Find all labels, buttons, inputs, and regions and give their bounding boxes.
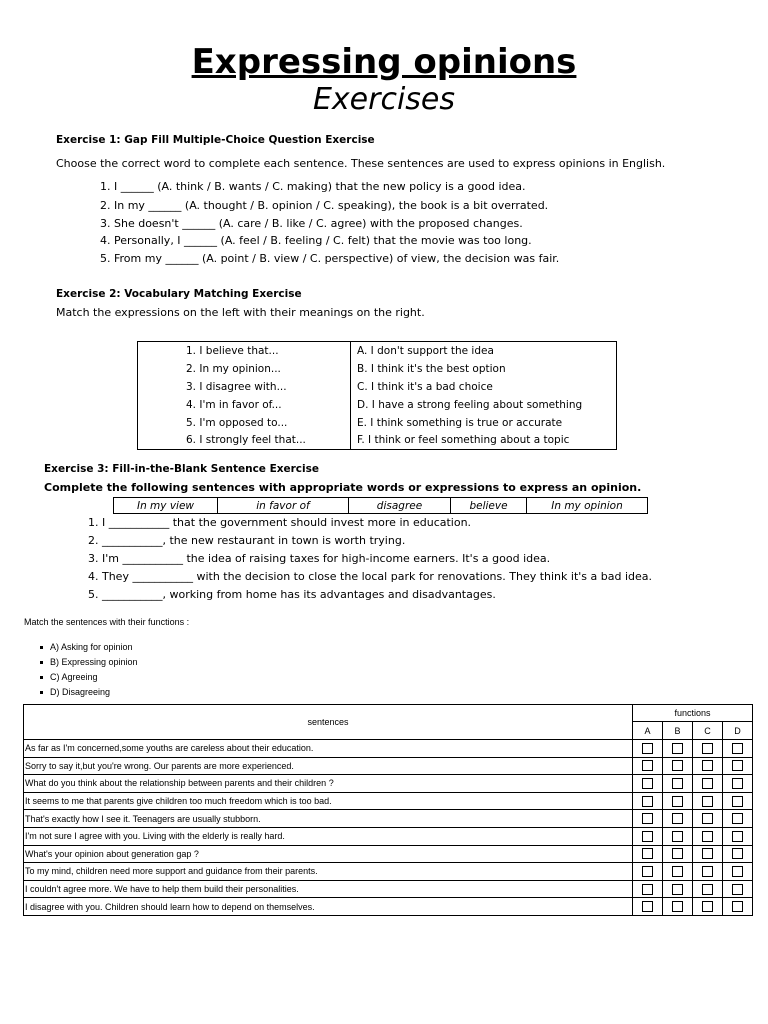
sentence-cell: I disagree with you. Children should learn how to depend on themselves.: [24, 898, 633, 916]
exercise1-question: 3. She doesn't ______ (A. care / B. like / C. agree) with the proposed changes.: [100, 217, 523, 230]
function-item: D) Disagreeing: [40, 685, 138, 700]
checkbox-b[interactable]: [672, 884, 683, 895]
checkbox-b[interactable]: [672, 796, 683, 807]
checkbox-c[interactable]: [702, 884, 713, 895]
exercise3-sentence: 2. ___________, the new restaurant in town is worth trying.: [88, 534, 406, 547]
checkbox-a[interactable]: [642, 901, 653, 912]
column-header: C: [693, 722, 723, 740]
functions-header: functions: [633, 705, 753, 722]
exercise3-sentence: 3. I'm ___________ the idea of raising taxes for high-income earners. It's a good idea.: [88, 552, 551, 565]
word-bank: [113, 497, 648, 514]
meaning-cell: D. I have a strong feeling about something: [351, 396, 617, 414]
function-item: A) Asking for opinion: [40, 640, 138, 655]
checkbox-d[interactable]: [732, 796, 743, 807]
sentences-header: sentences: [24, 705, 633, 740]
expression-cell: 1. I believe that...: [138, 342, 351, 360]
exercise3-sentence: 1. I ___________ that the government should invest more in education.: [88, 516, 472, 529]
checkbox-a[interactable]: [642, 831, 653, 842]
matching-title: Match the sentences with their functions :: [24, 617, 190, 627]
checkbox-a[interactable]: [642, 884, 653, 895]
checkbox-c[interactable]: [702, 813, 713, 824]
checkbox-b[interactable]: [672, 831, 683, 842]
table-row: [24, 863, 753, 881]
exercise1-question: 5. From my ______ (A. point / B. view / C. perspective) of view, the decision was fair.: [100, 252, 560, 265]
meaning-cell: A. I don't support the idea: [351, 342, 617, 360]
checkbox-a[interactable]: [642, 743, 653, 754]
expression-cell: 5. I'm opposed to...: [138, 414, 351, 432]
checkbox-a[interactable]: [642, 866, 653, 877]
exercise1-question: 4. Personally, I ______ (A. feel / B. feeling / C. felt) that the movie was too long.: [100, 234, 532, 247]
exercise3-sentence: 4. They ___________ with the decision to close the local park for renovations. They think it's a bad idea.: [88, 570, 652, 583]
expression-cell: 2. In my opinion...: [138, 360, 351, 378]
function-item: B) Expressing opinion: [40, 655, 138, 670]
sentence-cell: As far as I'm concerned,some youths are careless about their education.: [24, 740, 633, 758]
expression-cell: 6. I strongly feel that...: [138, 432, 351, 450]
word-bank-item: believe: [451, 498, 527, 514]
checkbox-c[interactable]: [702, 866, 713, 877]
exercise2-instruction: Match the expressions on the left with their meanings on the right.: [56, 306, 425, 319]
page-title: Expressing opinions: [191, 42, 577, 82]
checkbox-d[interactable]: [732, 848, 743, 859]
table-row: [24, 775, 753, 793]
checkbox-d[interactable]: [732, 813, 743, 824]
page-subtitle: Exercises: [312, 82, 456, 117]
checkbox-d[interactable]: [732, 760, 743, 771]
checkbox-a[interactable]: [642, 848, 653, 859]
checkbox-c[interactable]: [702, 743, 713, 754]
sentence-cell: That's exactly how I see it. Teenagers are usually stubborn.: [24, 810, 633, 828]
checkbox-b[interactable]: [672, 778, 683, 789]
exercise1-heading: Exercise 1: Gap Fill Multiple-Choice Question Exercise: [56, 134, 375, 146]
sentence-cell: Sorry to say it,but you're wrong. Our parents are more experienced.: [24, 757, 633, 775]
column-header: A: [633, 722, 663, 740]
checkbox-b[interactable]: [672, 813, 683, 824]
meaning-cell: E. I think something is true or accurate: [351, 414, 617, 432]
meaning-cell: F. I think or feel something about a topic: [351, 432, 617, 450]
meaning-cell: B. I think it's the best option: [351, 360, 617, 378]
checkbox-a[interactable]: [642, 760, 653, 771]
checkbox-d[interactable]: [732, 884, 743, 895]
checkbox-d[interactable]: [732, 831, 743, 842]
word-bank-item: disagree: [349, 498, 451, 514]
checkbox-b[interactable]: [672, 901, 683, 912]
checkbox-c[interactable]: [702, 760, 713, 771]
word-bank-item: In my opinion: [527, 498, 648, 514]
meaning-cell: C. I think it's a bad choice: [351, 378, 617, 396]
sentence-cell: It seems to me that parents give children too much freedom which is too bad.: [24, 792, 633, 810]
table-row: [24, 880, 753, 898]
exercise3-instruction: Complete the following sentences with appropriate words or expressions to express an opinion.: [44, 481, 642, 494]
sentences-functions-table: [23, 704, 753, 916]
checkbox-d[interactable]: [732, 866, 743, 877]
checkbox-d[interactable]: [732, 743, 743, 754]
word-bank-item: in favor of: [218, 498, 349, 514]
column-header: D: [723, 722, 753, 740]
exercise1-instruction: Choose the correct word to complete each sentence. These sentences are used to express opinions in English.: [56, 157, 666, 170]
checkbox-a[interactable]: [642, 813, 653, 824]
table-row: [24, 898, 753, 916]
word-bank-item: In my view: [114, 498, 218, 514]
checkbox-c[interactable]: [702, 848, 713, 859]
sentence-cell: I'm not sure I agree with you. Living with the elderly is really hard.: [24, 827, 633, 845]
table-row: [24, 757, 753, 775]
exercise2-heading: Exercise 2: Vocabulary Matching Exercise: [56, 288, 302, 300]
functions-list: [40, 640, 138, 700]
exercise3-sentence: 5. ___________, working from home has its advantages and disadvantages.: [88, 588, 496, 601]
expression-cell: 3. I disagree with...: [138, 378, 351, 396]
checkbox-b[interactable]: [672, 743, 683, 754]
sentence-cell: I couldn't agree more. We have to help them build their personalities.: [24, 880, 633, 898]
checkbox-c[interactable]: [702, 796, 713, 807]
expression-cell: 4. I'm in favor of...: [138, 396, 351, 414]
checkbox-a[interactable]: [642, 778, 653, 789]
table-row: [24, 792, 753, 810]
checkbox-c[interactable]: [702, 901, 713, 912]
table-row: [24, 810, 753, 828]
vocabulary-matching-table: [137, 341, 617, 450]
function-item: C) Agreeing: [40, 670, 138, 685]
table-row: [24, 845, 753, 863]
exercise3-heading: Exercise 3: Fill-in-the-Blank Sentence Exercise: [44, 463, 320, 475]
checkbox-b[interactable]: [672, 760, 683, 771]
checkbox-d[interactable]: [732, 901, 743, 912]
sentence-cell: To my mind, children need more support and guidance from their parents.: [24, 863, 633, 881]
column-header: B: [663, 722, 693, 740]
sentence-cell: What do you think about the relationship between parents and their children ?: [24, 775, 633, 793]
checkbox-b[interactable]: [672, 848, 683, 859]
exercise1-question: 2. In my ______ (A. thought / B. opinion / C. speaking), the book is a bit overrated.: [100, 199, 549, 212]
table-row: [24, 740, 753, 758]
exercise1-question: 1. I ______ (A. think / B. wants / C. making) that the new policy is a good idea.: [100, 180, 526, 193]
checkbox-c[interactable]: [702, 831, 713, 842]
table-row: [24, 827, 753, 845]
checkbox-d[interactable]: [732, 778, 743, 789]
checkbox-c[interactable]: [702, 778, 713, 789]
checkbox-b[interactable]: [672, 866, 683, 877]
checkbox-a[interactable]: [642, 796, 653, 807]
sentence-cell: What's your opinion about generation gap ?: [24, 845, 633, 863]
